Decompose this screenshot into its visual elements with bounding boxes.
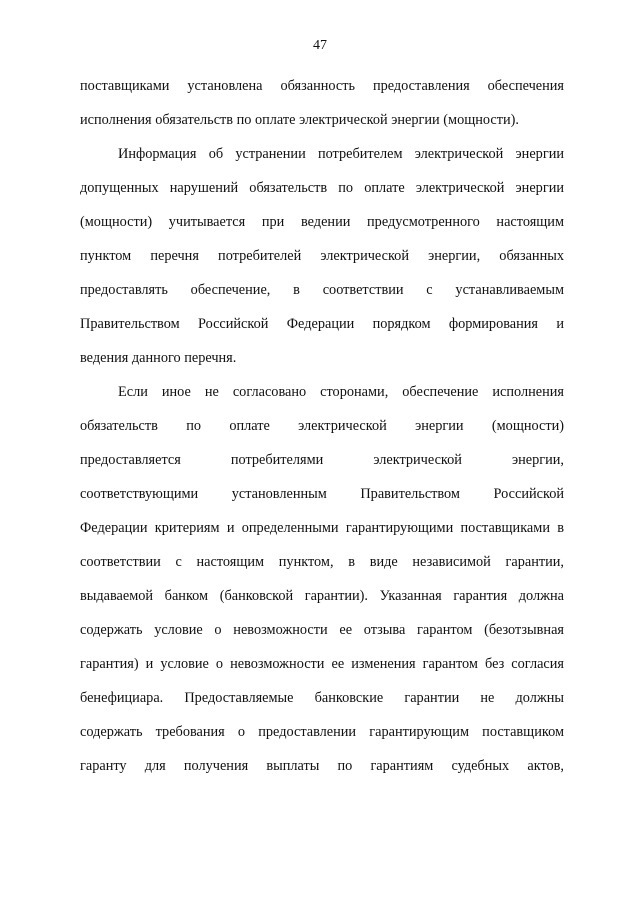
text-line: гарантия) и условие о невозможности ее изменения гарантом без согласия bbox=[80, 656, 564, 672]
text-line: гаранту для получения выплаты по гарантиям судебных актов, bbox=[80, 758, 564, 774]
text-line: выдаваемой банком (банковской гарантии). Указанная гарантия должна bbox=[80, 588, 564, 604]
text-line: обязательств по оплате электрической энергии (мощности) bbox=[80, 418, 564, 434]
text-line: исполнения обязательств по оплате электрической энергии (мощности). bbox=[80, 112, 519, 128]
text-line: поставщиками установлена обязанность предоставления обеспечения bbox=[80, 78, 564, 94]
text-line: бенефициара. Предоставляемые банковские гарантии не должны bbox=[80, 690, 564, 706]
paragraph-first-line: Если иное не согласовано сторонами, обеспечение исполнения bbox=[118, 384, 564, 400]
text-line: Федерации критериям и определенными гарантирующими поставщиками в bbox=[80, 520, 564, 536]
page-number: 47 bbox=[313, 38, 327, 53]
text-line: ведения данного перечня. bbox=[80, 350, 237, 366]
text-line: Правительством Российской Федерации порядком формирования и bbox=[80, 316, 564, 332]
text-line: предоставлять обеспечение, в соответствии с устанавливаемым bbox=[80, 282, 564, 298]
text-line: содержать условие о невозможности ее отзыва гарантом (безотзывная bbox=[80, 622, 564, 638]
text-line: соответствии с настоящим пунктом, в виде независимой гарантии, bbox=[80, 554, 564, 570]
text-line: пунктом перечня потребителей электрической энергии, обязанных bbox=[80, 248, 564, 264]
text-line: допущенных нарушений обязательств по оплате электрической энергии bbox=[80, 180, 564, 196]
text-line: (мощности) учитывается при ведении предусмотренного настоящим bbox=[80, 214, 564, 230]
text-line: соответствующими установленным Правительством Российской bbox=[80, 486, 564, 502]
text-line: содержать требования о предоставлении гарантирующим поставщиком bbox=[80, 724, 564, 740]
paragraph-first-line: Информация об устранении потребителем электрической энергии bbox=[118, 146, 564, 162]
text-line: предоставляется потребителями электрической энергии, bbox=[80, 452, 564, 468]
